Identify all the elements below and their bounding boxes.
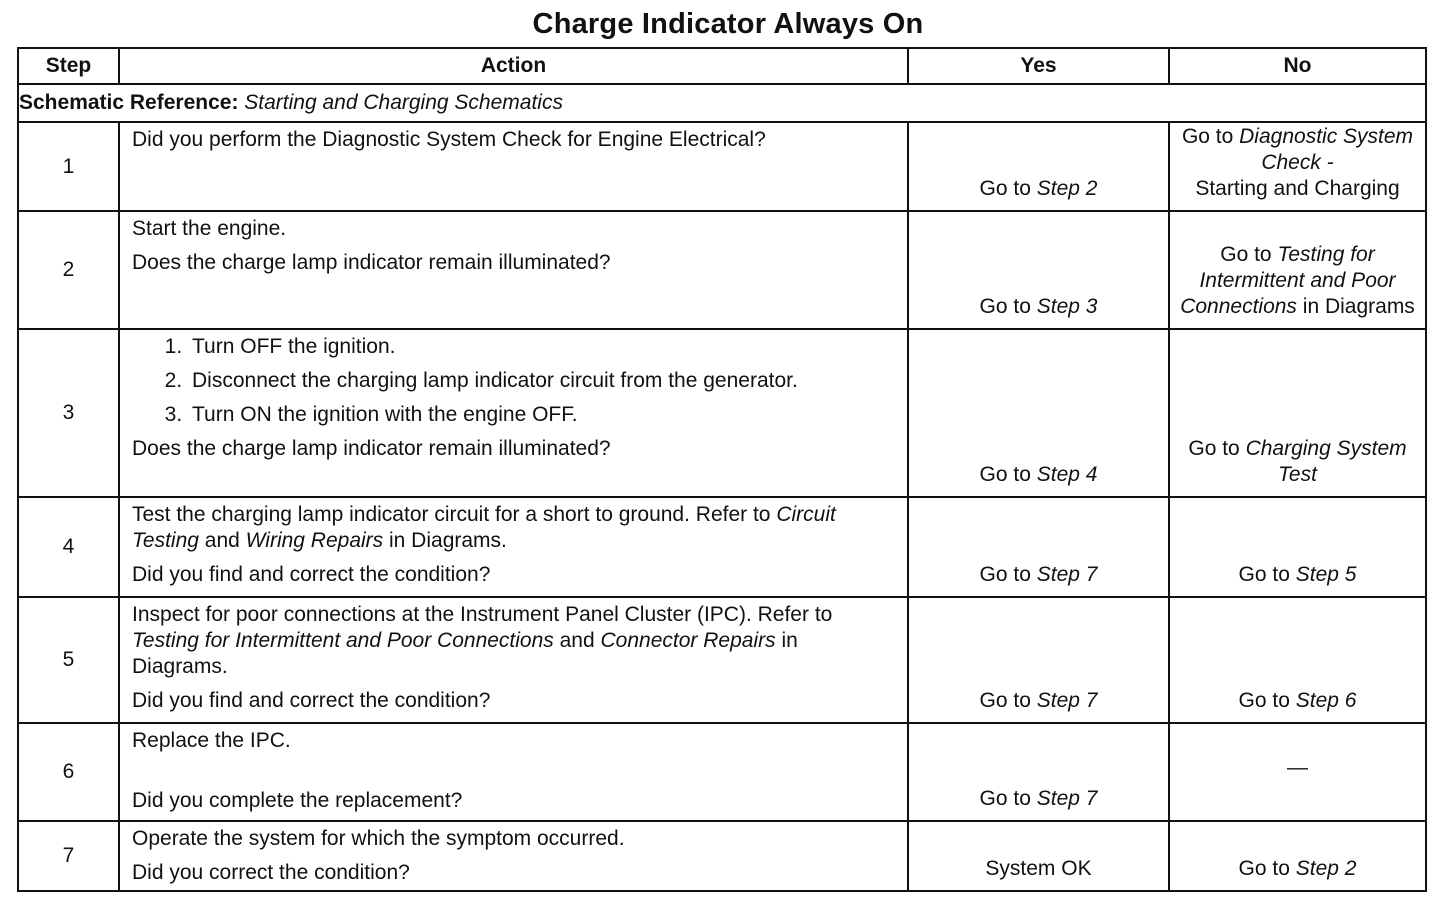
action-list-item: 2. Disconnect the charging lamp indicator circuit from the generator. — [188, 368, 897, 394]
action-spacer — [132, 762, 897, 788]
action-text: and — [553, 629, 601, 652]
yes-result — [908, 122, 1169, 211]
no-result — [1169, 122, 1426, 211]
no-result — [1169, 211, 1426, 329]
no-result: — — [1169, 723, 1426, 821]
action-question: Did you complete the replacement? — [132, 789, 463, 812]
yes-prefix: Go to — [979, 689, 1037, 712]
schematic-reference-row — [18, 84, 1426, 122]
action-steps-list — [132, 334, 897, 428]
step-row-1 — [18, 122, 1426, 211]
no-result — [1169, 597, 1426, 723]
step-action — [119, 723, 908, 821]
step-number: 6 — [18, 723, 119, 821]
action-text: Test the charging lamp indicator circuit for a short to ground. Refer to — [132, 503, 777, 526]
step-number: 2 — [18, 211, 119, 329]
yes-link[interactable]: Step 2 — [1036, 177, 1098, 200]
yes-prefix: Go to — [979, 563, 1037, 586]
action-link[interactable]: Circuit Testing — [132, 503, 836, 552]
yes-prefix: Go to — [979, 295, 1037, 318]
action-instruction: Operate the system for which the symptom occurred. — [132, 827, 625, 850]
yes-result — [908, 329, 1169, 497]
action-text: and — [198, 529, 246, 552]
yes-prefix: Go to — [979, 787, 1037, 810]
action-instruction — [132, 602, 897, 680]
step-number: 5 — [18, 597, 119, 723]
step-row-4 — [18, 497, 1426, 597]
step-action — [119, 497, 908, 597]
header-no: No — [1169, 48, 1426, 84]
action-link[interactable]: Wiring Repairs — [245, 529, 384, 552]
step-row-3 — [18, 329, 1426, 497]
action-link[interactable]: Connector Repairs — [600, 629, 776, 652]
no-result — [1169, 329, 1426, 497]
action-question: Did you find and correct the condition? — [132, 563, 491, 586]
action-link[interactable]: Testing for Intermittent and Poor Connections — [132, 629, 554, 652]
yes-result — [908, 211, 1169, 329]
yes-prefix: Go to — [979, 463, 1037, 486]
no-link[interactable]: Charging System Test — [1245, 437, 1407, 486]
no-prefix: Go to — [1238, 563, 1296, 586]
no-suffix: in Diagrams — [1296, 295, 1415, 318]
page-title: Charge Indicator Always On — [532, 8, 924, 40]
no-prefix: Go to — [1188, 437, 1246, 460]
header-step: Step — [18, 48, 119, 84]
step-number: 1 — [18, 122, 119, 211]
step-number: 4 — [18, 497, 119, 597]
no-link[interactable]: Step 6 — [1295, 689, 1357, 712]
action-instruction: Replace the IPC. — [132, 729, 291, 752]
step-row-5 — [18, 597, 1426, 723]
step-action — [119, 122, 908, 211]
step-action — [119, 211, 908, 329]
yes-result — [908, 597, 1169, 723]
action-list-item: 3. Turn ON the ignition with the engine OFF. — [188, 402, 897, 428]
no-result — [1169, 497, 1426, 597]
step-action — [119, 597, 908, 723]
action-question: Does the charge lamp indicator remain illuminated? — [132, 437, 611, 460]
action-text: in Diagrams. — [383, 529, 507, 552]
yes-result — [908, 723, 1169, 821]
step-row-7 — [18, 821, 1426, 891]
no-link[interactable]: Testing for Intermittent and Poor Connections — [1180, 243, 1396, 318]
no-prefix: Go to — [1220, 243, 1278, 266]
step-row-6 — [18, 723, 1426, 821]
yes-result: System OK — [908, 821, 1169, 891]
action-instruction — [132, 502, 897, 554]
yes-link[interactable]: Step 3 — [1036, 295, 1098, 318]
yes-prefix: Go to — [979, 177, 1037, 200]
step-action — [119, 329, 908, 497]
step-number: 3 — [18, 329, 119, 497]
no-prefix: Go to — [1238, 689, 1296, 712]
diagnostic-table — [17, 47, 1427, 892]
action-list-item: 1. Turn OFF the ignition. — [188, 334, 897, 360]
action-text: in Diagrams. — [132, 629, 798, 678]
no-result — [1169, 821, 1426, 891]
header-action: Action — [119, 48, 908, 84]
yes-link[interactable]: Step 7 — [1036, 787, 1098, 810]
yes-link[interactable]: Step 7 — [1036, 563, 1098, 586]
yes-link[interactable]: Step 7 — [1036, 689, 1098, 712]
no-suffix: Starting and Charging — [1195, 177, 1400, 200]
action-question: Did you find and correct the condition? — [132, 689, 491, 712]
step-row-2 — [18, 211, 1426, 329]
step-action — [119, 821, 908, 891]
action-question: Did you correct the condition? — [132, 861, 410, 884]
no-link[interactable]: Step 5 — [1295, 563, 1357, 586]
no-link[interactable]: Step 2 — [1295, 857, 1357, 880]
header-yes: Yes — [908, 48, 1169, 84]
header-row — [18, 48, 1426, 84]
step-number: 7 — [18, 821, 119, 891]
no-link[interactable]: Diagnostic System Check - — [1239, 125, 1414, 174]
schematic-reference-label: Schematic Reference: — [19, 91, 239, 114]
action-question: Did you perform the Diagnostic System Check for Engine Electrical? — [132, 128, 766, 151]
action-question: Does the charge lamp indicator remain illuminated? — [132, 251, 611, 274]
no-prefix: Go to — [1238, 857, 1296, 880]
yes-result — [908, 497, 1169, 597]
action-text: Inspect for poor connections at the Instrument Panel Cluster (IPC). Refer to — [132, 603, 833, 626]
no-prefix: Go to — [1181, 125, 1240, 148]
schematic-reference — [18, 84, 1426, 122]
yes-link[interactable]: Step 4 — [1036, 463, 1098, 486]
action-instruction: Start the engine. — [132, 217, 287, 240]
schematic-reference-link[interactable]: Starting and Charging Schematics — [244, 91, 563, 114]
